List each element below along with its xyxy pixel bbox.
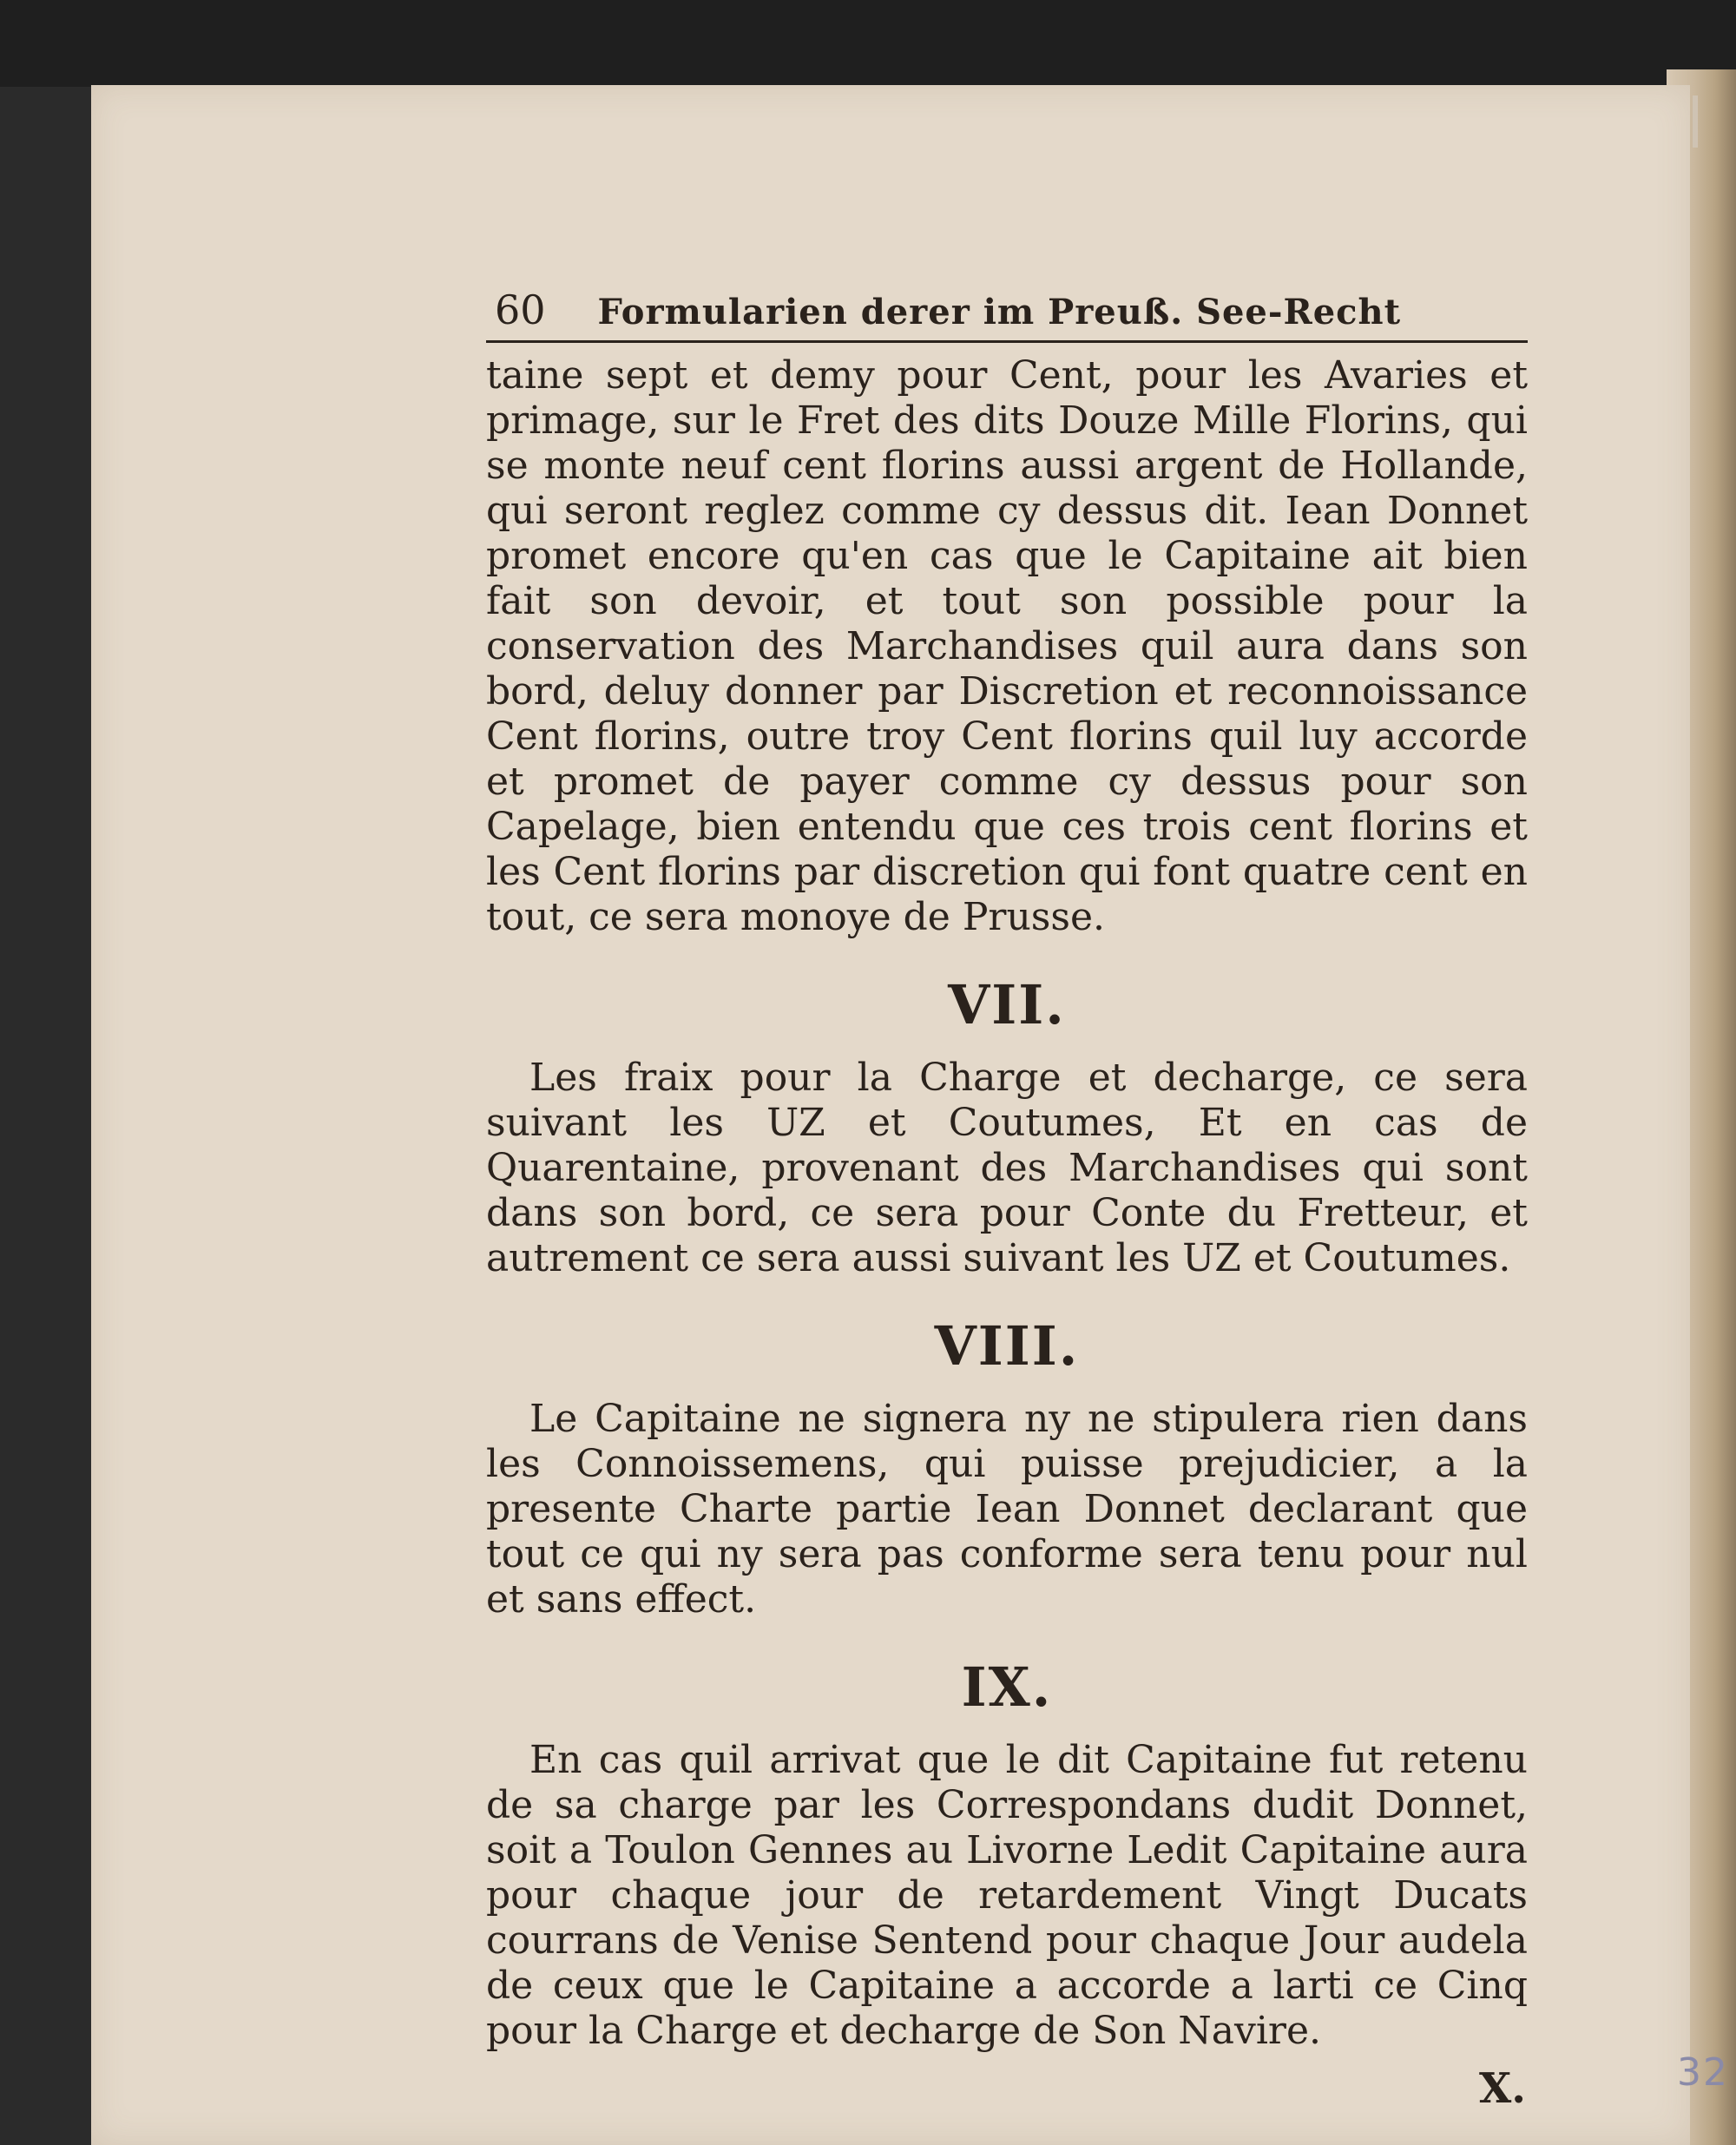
corner-stamp: 32: [1677, 2050, 1729, 2095]
running-title: Formularien derer im Preuß. See-Recht: [597, 292, 1402, 332]
text-block: [486, 286, 1528, 2113]
page-number: 60: [495, 286, 546, 333]
running-header: [486, 286, 1528, 343]
paragraph-ix: En cas quil arrivat que le dit Capitaine fut retenu de sa charge par les Correspondans dudit Donnet, soit a Toulon Gennes au Livorne Ledit Capitaine aura pour chaque jour de retardement Vingt Ducats courrans de Venise Sentend pour chaque Jour audela de ceux que le Capitaine a accorde a larti ce Cinq pour la Charge et decharge de Son Navire.: [486, 1738, 1528, 2053]
spine-mark: [1693, 95, 1698, 148]
section-numeral-ix: IX.: [961, 1655, 1053, 1719]
section-numeral-vii: VII.: [948, 973, 1066, 1036]
paragraph-vii: Les fraix pour la Charge et decharge, ce sera suivant les UZ et Coutumes, Et en cas de Quarentaine, provenant des Marchandises qui sont dans son bord, ce sera pour Conte du Fretteur, et autrement ce sera aussi suivant les UZ et Coutumes.: [486, 1056, 1528, 1280]
section-numeral-viii: VIII.: [934, 1314, 1080, 1378]
paragraph-viii: Le Capitaine ne signera ny ne stipulera rien dans les Connoissemens, qui puisse prejudicier, a la presente Charte partie Iean Donnet declarant que tout ce qui ny sera pas conforme sera tenu pour nul et sans effect.: [486, 1397, 1528, 1622]
scan-background: [0, 0, 1736, 87]
paragraph-continued: taine sept et demy pour Cent, pour les Avaries et primage, sur le Fret des dits Douze Mille Florins, qui se monte neuf cent florins aussi argent de Hollande, qui seront reglez comme cy dessus dit. Iean Donnet promet encore qu'en cas que le Capitaine ait bien fait son devoir, et tout son possible pour la conservation des Marchandises quil aura dans son bord, deluy donner par Discretion et reconnoissance Cent florins, outre troy Cent florins quil luy accorde et promet de payer comme cy dessus pour son Capelage, bien entendu que ces trois cent florins et les Cent florins par discretion qui font quatre cent en tout, ce sera monoye de Prusse.: [486, 353, 1528, 939]
catchword: X.: [1479, 2064, 1526, 2113]
